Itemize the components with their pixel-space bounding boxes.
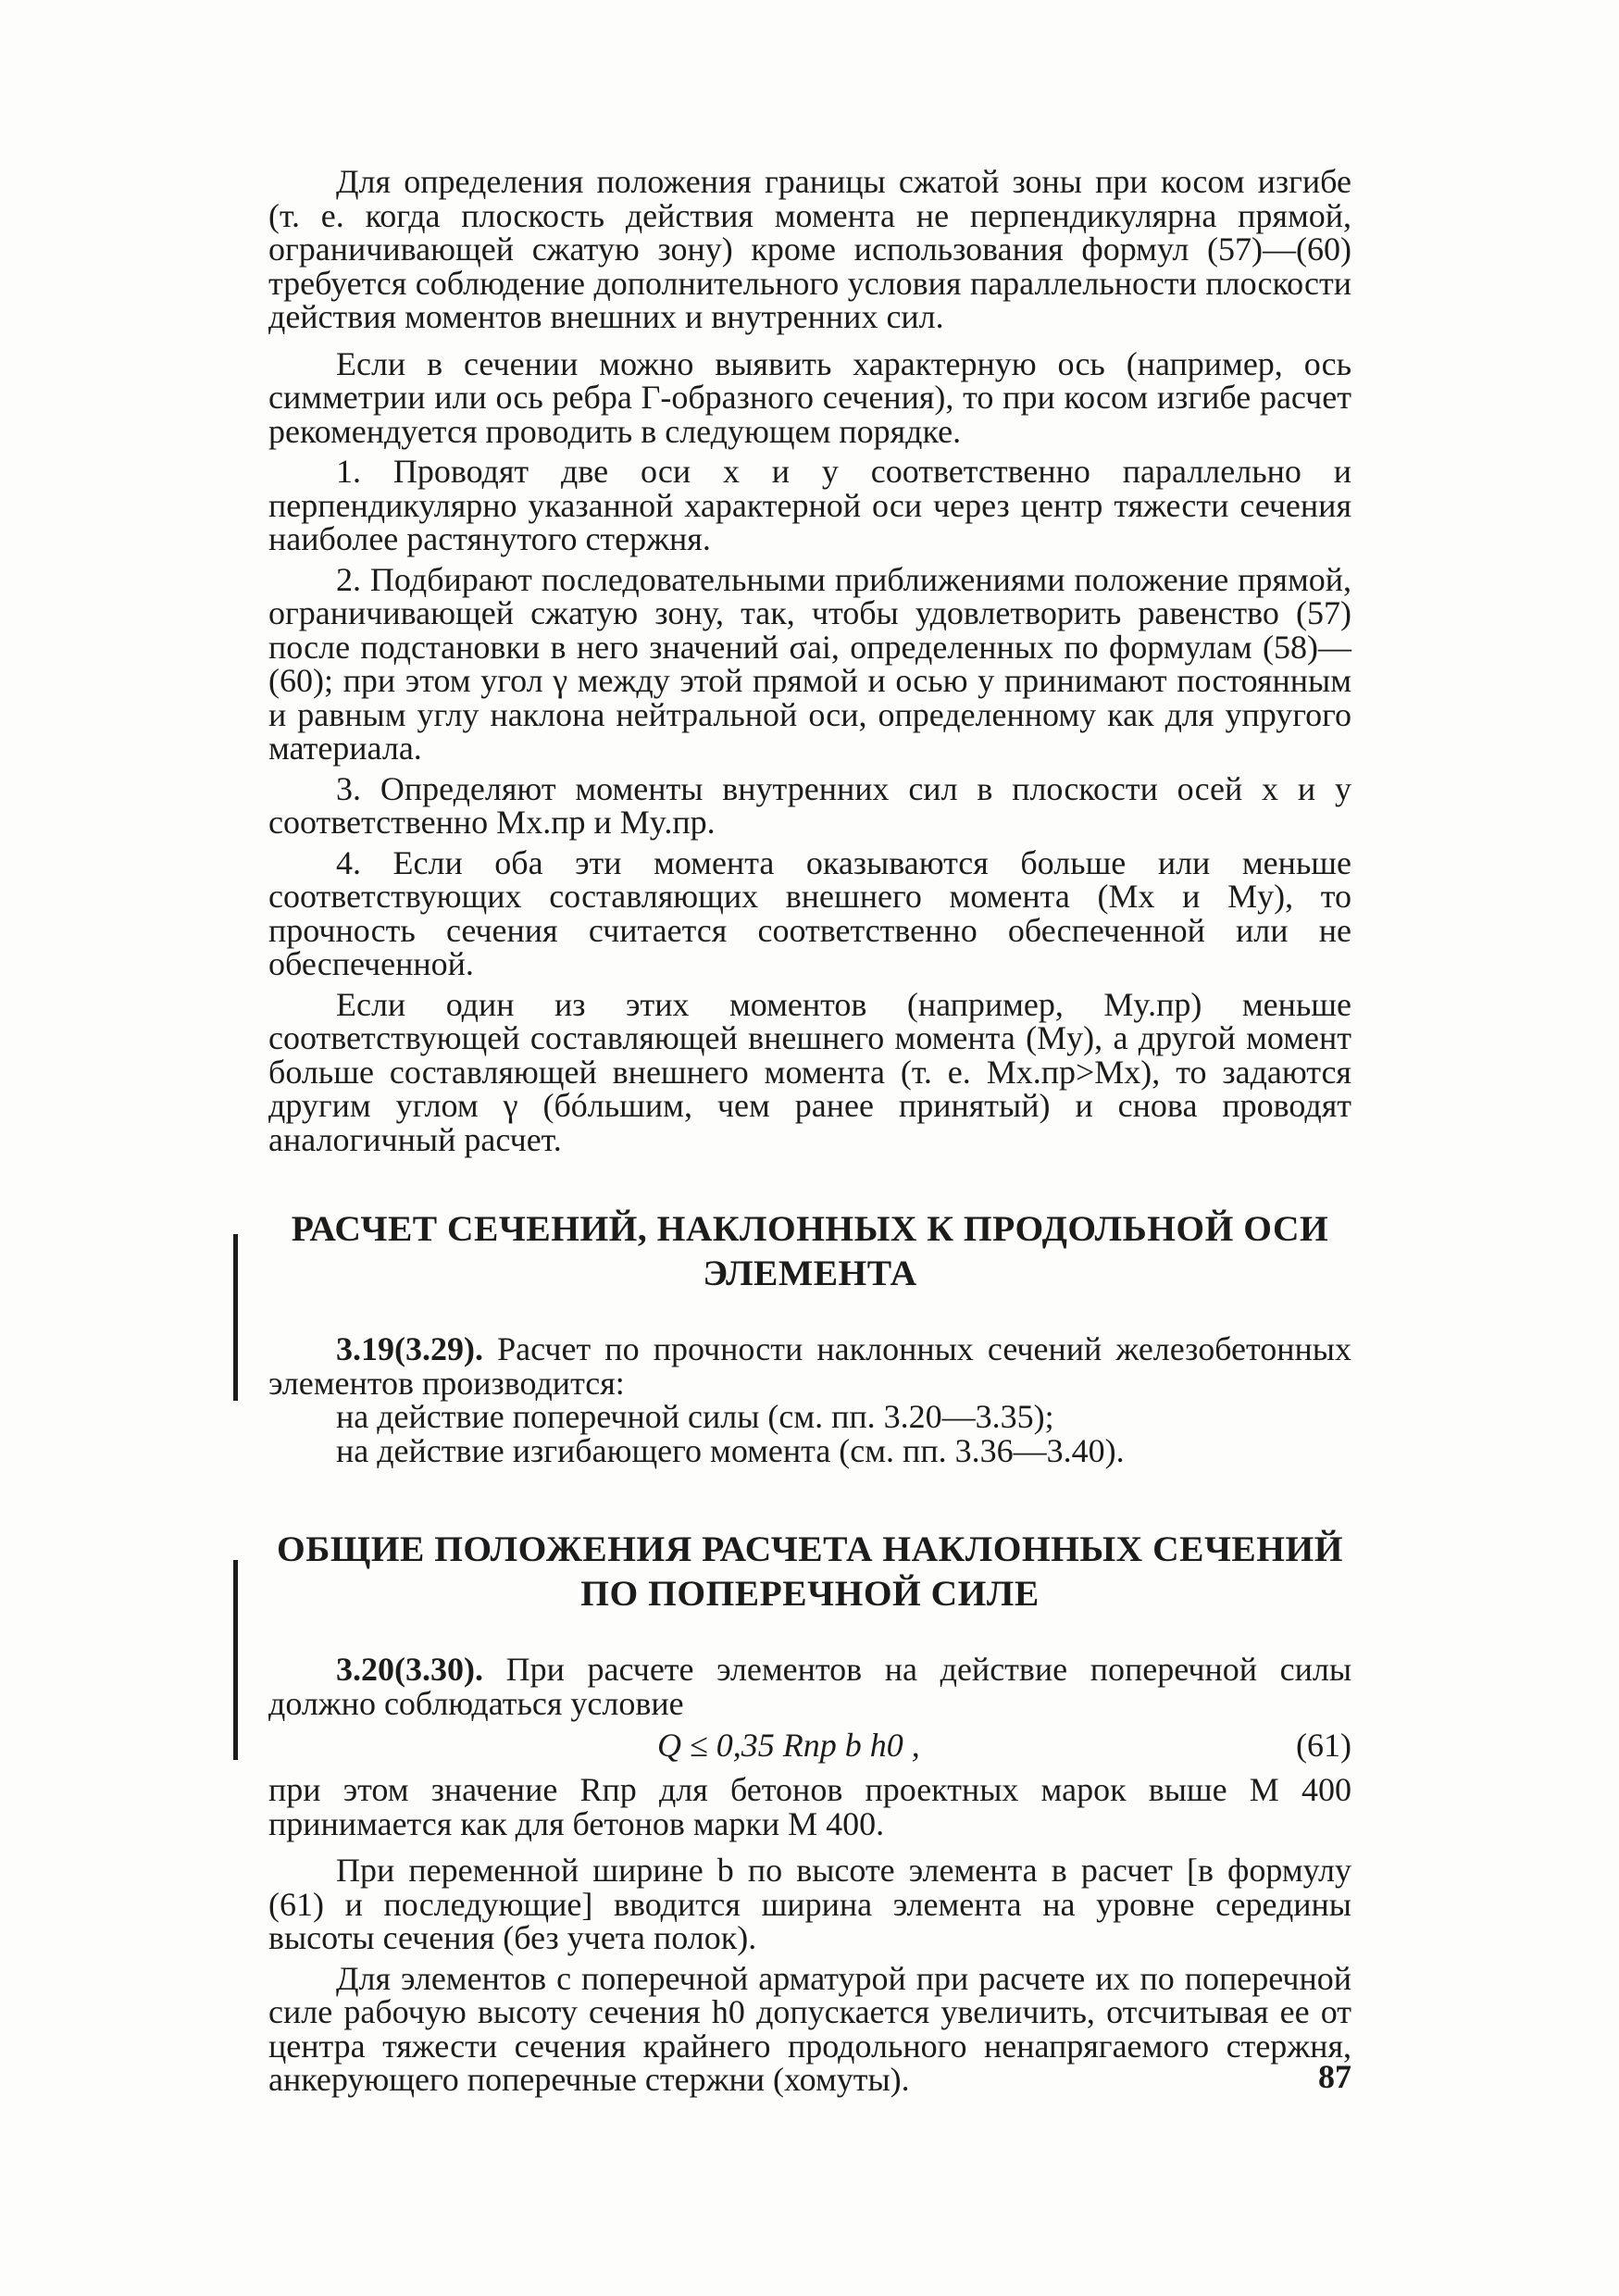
page-number: 87 [1318, 2058, 1351, 2095]
paragraph: Если один из этих моментов (например, My.пр) меньше соответствующей составляющей внешнего момента (My), а другой момент больше составляющей внешнего момента (т. е. Mx.пр>Mx), то задаются другим углом γ (бóльшим, чем ранее принятый) и снова проводят аналогичный расчет. [268, 985, 1351, 1158]
page-text-column [268, 165, 1351, 2097]
paragraph: Для элементов с поперечной арматурой при расчете их по поперечной силе рабочую высоту сечения h0 допускается увеличить, отсчитывая ее от центра тяжести сечения крайнего продольного ненапрягаемого стержня, анкерующего поперечные стержни (хомуты). [268, 1959, 1351, 2098]
formula-number: (61) [1296, 1727, 1351, 1764]
clause-3-20 [268, 1653, 1351, 1720]
paragraph: Для определения положения границы сжатой зоны при косом изгибе (т. е. когда плоскость действия момента не перпендикулярна прямой, ограничивающей сжатую зону) кроме использования формул (57)—(60) требуется соблюдение дополнительного условия параллельности плоскости действия моментов внешних и внутренних сил. [268, 163, 1351, 335]
clause-3-19 [268, 1332, 1351, 1400]
list-item: 2. Подбирают последовательными приближениями положение прямой, ограничивающей сжатую зону, так, чтобы удовлетворить равенство (57) после подстановки в него значений σai, определенных по формулам (58)—(60); при этом угол γ между этой прямой и осью y принимают постоянным и равным углу наклона нейтральной оси, определенному как для упругого материала. [268, 560, 1351, 767]
clause-label: 3.20(3.30). [336, 1651, 483, 1688]
section-heading: РАСЧЕТ СЕЧЕНИЙ, НАКЛОННЫХ К ПРОДОЛЬНОЙ ОСИ ЭЛЕМЕНТА [291, 1208, 1329, 1293]
paragraph: при этом значение Rпр для бетонов проектных марок выше М 400 принимается как для бетонов марки М 400. [268, 1771, 1351, 1842]
clause-line: на действие изгибающего момента (см. пп. 3.36—3.40). [336, 1431, 1125, 1469]
clause-label: 3.19(3.29). [336, 1330, 483, 1367]
formula-row [268, 1724, 1351, 1766]
clause-line: на действие поперечной силы (см. пп. 3.20—3.35); [336, 1398, 1054, 1435]
clause-text: Расчет по прочности наклонных сечений железобетонных элементов производится: [268, 1330, 1351, 1402]
list-item: 3. Определяют моменты внутренних сил в плоскости осей x и y соответственно Mx.пр и My.пр. [268, 769, 1351, 841]
section-heading: ОБЩИЕ ПОЛОЖЕНИЯ РАСЧЕТА НАКЛОННЫХ СЕЧЕНИЙ ПО ПОПЕРЕЧНОЙ СИЛЕ [277, 1529, 1343, 1614]
paragraph: При переменной ширине b по высоте элемента в расчет [в формулу (61) и последующие] вводится ширина элемента на уровне середины высоты сечения (без учета полок). [268, 1852, 1351, 1956]
change-bar [233, 1560, 238, 1760]
paragraph: Если в сечении можно выявить характерную ось (например, ось симметрии или ось ребра Г-образного сечения), то при косом изгибе расчет рекомендуется проводить в следующем порядке. [268, 344, 1351, 450]
change-bar [233, 1234, 238, 1401]
clause-text: При расчете элементов на действие поперечной силы должно соблюдаться условие [268, 1651, 1352, 1722]
list-item: 1. Проводят две оси x и y соответственно параллельно и перпендикулярно указанной характерной оси через центр тяжести сечения наиболее растянутого стержня. [268, 453, 1351, 557]
formula: Q ≤ 0,35 Rпр b h0 , [657, 1727, 920, 1764]
list-item: 4. Если оба эти момента оказываются больше или меньше соответствующих составляющих внешнего момента (Mx и My), то прочность сечения считается соответственно обеспеченной или не обеспеченной. [268, 843, 1351, 982]
